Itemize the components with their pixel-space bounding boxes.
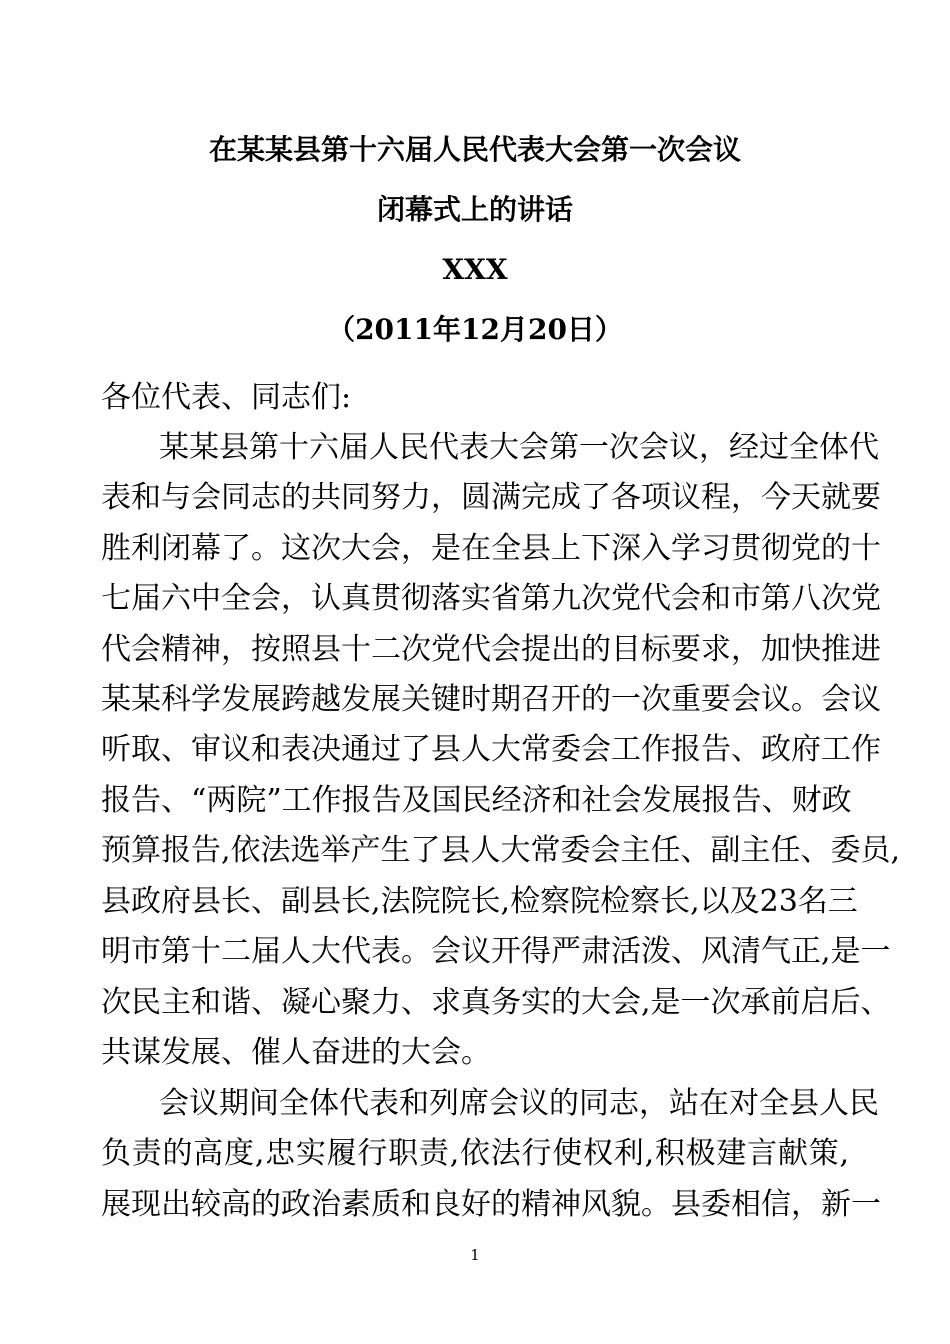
body-line: 会议期间全体代表和列席会议的同志，站在对全县人民 bbox=[159, 1086, 879, 1121]
body-line: 某某县第十六届人民代表大会第一次会议，经过全体代 bbox=[159, 430, 879, 465]
date: （2011年12月20日） bbox=[327, 313, 623, 346]
body-line: 表和与会同志的共同努力，圆满完成了各项议程，今天就要 bbox=[101, 480, 881, 515]
body-line: 县政府县长、副县长,法院院长,检察院检察长,以及23名三 bbox=[101, 884, 858, 919]
title-line-2: 闭幕式上的讲话 bbox=[376, 193, 573, 226]
body-line: 展现出较高的政治素质和良好的精神风貌。县委相信，新一 bbox=[101, 1187, 881, 1222]
body-line: 七届六中全会，认真贯彻落实省第九次党代会和市第八次党 bbox=[101, 581, 881, 616]
body-line: 明市第十二届人大代表。会议开得严肃活泼、风清气正,是一 bbox=[101, 934, 891, 969]
body-line: 共谋发展、催人奋进的大会。 bbox=[101, 1035, 491, 1070]
body-line: 负责的高度,忠实履行职责,依法行使权利,积极建言献策, bbox=[101, 1136, 849, 1171]
body-line: 预算报告,依法选举产生了县人大常委会主任、副主任、委员, bbox=[101, 833, 901, 868]
body-line: 听取、审议和表决通过了县人大常委会工作报告、政府工作 bbox=[101, 732, 881, 767]
page-number: 1 bbox=[470, 1246, 480, 1264]
body-line: 代会精神，按照县十二次党代会提出的目标要求，加快推进 bbox=[101, 632, 881, 667]
title-line-1: 在某某县第十六届人民代表大会第一次会议 bbox=[208, 133, 741, 166]
body-line: 某某科学发展跨越发展关键时期召开的一次重要会议。会议 bbox=[101, 682, 881, 717]
body-line: 报告、“两院”工作报告及国民经济和社会发展报告、财政 bbox=[101, 783, 852, 818]
author: XXX bbox=[442, 253, 508, 286]
salutation: 各位代表、同志们: bbox=[101, 380, 352, 415]
body-line: 胜利闭幕了。这次大会，是在全县上下深入学习贯彻党的十 bbox=[101, 531, 881, 566]
body-line: 次民主和谐、凝心聚力、求真务实的大会,是一次承前启后、 bbox=[101, 985, 891, 1020]
